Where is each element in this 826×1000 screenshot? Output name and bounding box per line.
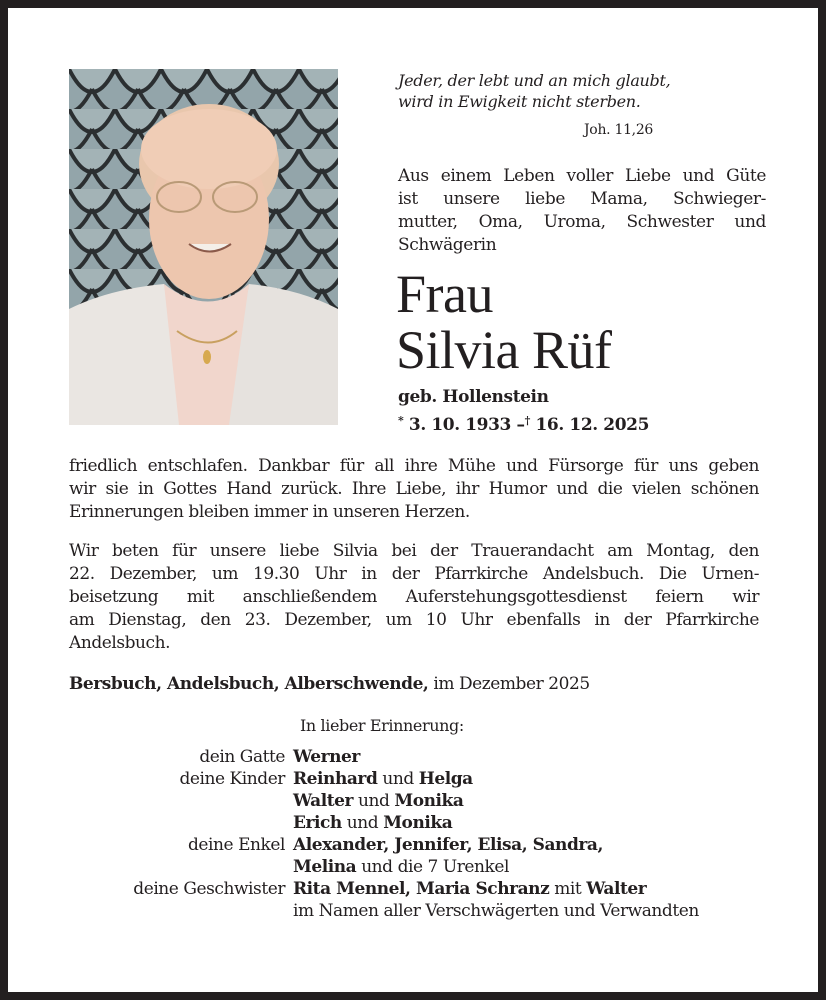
family-members xyxy=(293,878,646,900)
paragraph-line: wir sie in Gottes Hand zurück. Ihre Liebe, ihr Humor und die vielen schönen xyxy=(69,479,759,499)
bible-verse xyxy=(398,70,670,112)
intro-text xyxy=(398,165,766,257)
family-members xyxy=(293,834,603,856)
family-name: Monika xyxy=(383,813,453,833)
date-separator: – xyxy=(516,415,525,435)
family-relation xyxy=(8,856,293,878)
family-name: Alexander, Jennifer, Elisa, Sandra, xyxy=(293,835,603,855)
intro-line: mutter, Oma, Uroma, Schwester und xyxy=(398,212,766,232)
family-name: Helga xyxy=(418,769,473,789)
paragraph-line: Wir beten für unsere liebe Silvia bei der Trauerandacht am Montag, den xyxy=(69,541,759,561)
memory-heading: In lieber Erinnerung: xyxy=(300,716,464,735)
death-cross-icon: † xyxy=(524,414,530,427)
paragraph-line: Erinnerungen bleiben immer in unseren Herzen. xyxy=(69,502,470,522)
family-members xyxy=(293,790,463,812)
family-relation: dein Gatte xyxy=(199,747,285,767)
obituary-page xyxy=(8,8,818,992)
family-relation: deine Kinder xyxy=(179,769,285,789)
family-row xyxy=(8,768,818,790)
family-relation: deine Geschwister xyxy=(133,879,285,899)
family-relation xyxy=(8,812,293,834)
verse-line: Jeder, der lebt und an mich glaubt, xyxy=(398,71,671,90)
deceased-name-block xyxy=(396,266,612,378)
paragraph-line: beisetzung mit anschließendem Auferstehungsgottesdienst feiern wir xyxy=(69,587,759,607)
honorific: Frau xyxy=(396,264,493,324)
paragraph-line: am Dienstag, den 23. Dezember, um 10 Uhr ebenfalls in der Pfarrkirche xyxy=(69,610,759,630)
death-date: 16. 12. 2025 xyxy=(535,415,650,435)
paragraph-gratitude xyxy=(69,455,759,524)
family-members xyxy=(293,812,452,834)
family-relation: deine Enkel xyxy=(187,835,285,855)
family-row xyxy=(8,900,818,922)
family-connector: und xyxy=(353,791,395,811)
family-connector: und xyxy=(341,813,384,833)
family-connector: im Namen aller Verschwägerten und Verwandten xyxy=(293,901,699,921)
birth-star-icon: * xyxy=(398,414,404,427)
family-row xyxy=(8,834,818,856)
intro-line: ist unsere liebe Mama, Schwieger- xyxy=(398,189,766,209)
family-name: Walter xyxy=(586,879,647,899)
family-members xyxy=(293,768,473,790)
family-connector: und die 7 Urenkel xyxy=(356,857,509,877)
family-row xyxy=(8,790,818,812)
family-relation xyxy=(8,790,293,812)
family-members xyxy=(293,746,360,768)
family-name: Rita Mennel, Maria Schranz xyxy=(293,879,550,899)
verse-source: Joh. 11,26 xyxy=(584,122,654,138)
family-row xyxy=(8,878,818,900)
birth-date: 3. 10. 1933 xyxy=(408,415,511,435)
family-row xyxy=(8,746,818,768)
paragraph-service xyxy=(69,540,759,655)
portrait-photo xyxy=(69,69,338,425)
family-name: Werner xyxy=(293,747,360,767)
family-row xyxy=(8,812,818,834)
family-name: Erich xyxy=(293,813,342,833)
maiden-name: geb. Hollenstein xyxy=(398,387,549,407)
month-year: im Dezember 2025 xyxy=(428,674,590,694)
family-name: Monika xyxy=(394,791,464,811)
place-and-date xyxy=(69,674,590,694)
paragraph-line: Andelsbuch. xyxy=(69,633,171,653)
life-dates xyxy=(398,409,649,437)
family-relation xyxy=(8,900,293,922)
intro-line: Schwägerin xyxy=(398,235,497,255)
paragraph-line: 22. Dezember, um 19.30 Uhr in der Pfarrkirche Andelsbuch. Die Urnen- xyxy=(69,564,759,584)
intro-line: Aus einem Leben voller Liebe und Güte xyxy=(398,166,766,186)
family-members xyxy=(293,900,699,922)
family-list xyxy=(8,746,818,922)
family-connector: mit xyxy=(549,879,587,899)
locations: Bersbuch, Andelsbuch, Alberschwende, xyxy=(69,674,429,694)
verse-line: wird in Ewigkeit nicht sterben. xyxy=(398,92,641,111)
family-name: Reinhard xyxy=(293,769,378,789)
paragraph-line: friedlich entschlafen. Dankbar für all ihre Mühe und Fürsorge für uns geben xyxy=(69,456,759,476)
deceased-name: Silvia Rüf xyxy=(396,320,612,380)
portrait-image xyxy=(69,69,338,425)
birth-details xyxy=(398,386,649,437)
family-connector: und xyxy=(377,769,419,789)
family-name: Walter xyxy=(293,791,354,811)
family-members xyxy=(293,856,509,878)
family-name: Melina xyxy=(293,857,357,877)
family-row xyxy=(8,856,818,878)
